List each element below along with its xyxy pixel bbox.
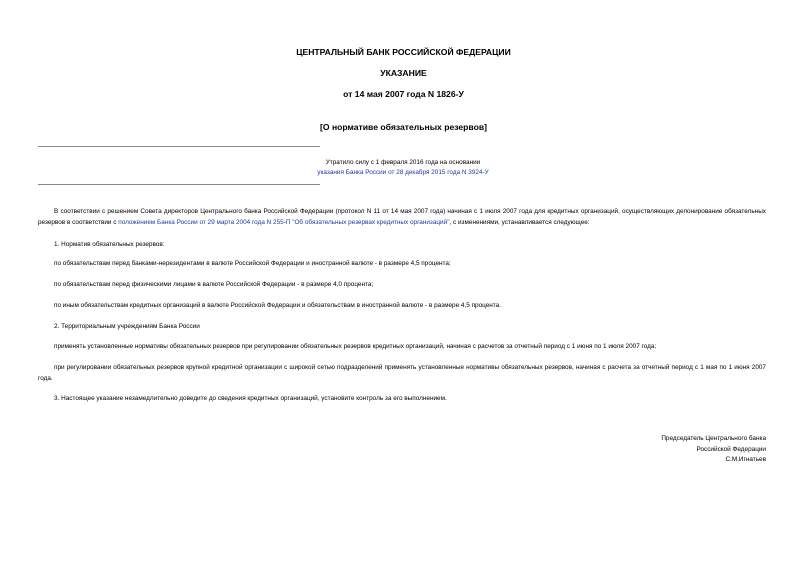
doc-type-heading: УКАЗАНИЕ — [380, 68, 427, 78]
document-title: [О нормативе обязательных резервов] — [320, 122, 487, 132]
item-1: 1. Норматив обязательных резервов: — [54, 241, 165, 248]
signature-name: С.М.Игнатьев — [725, 456, 766, 463]
repeal-link[interactable]: указания Банка России от 28 декабря 2015 года N 3924-У — [317, 169, 489, 176]
intro-text-start: В соответствии с решением Совета директоров Центрального банка Российской Федерации (протокол N 11 от 14 мая 2007 года) начиная с 1 июля 2007 года для кредитных организаций, осуществляющих депонирование обязательных резервов в соответствии с — [38, 208, 766, 226]
intro-paragraph — [38, 207, 766, 228]
date-number-heading: от 14 мая 2007 года N 1826-У — [343, 89, 464, 99]
item-3: 3. Настоящее указание незамедлительно доведите до сведения кредитных организаций, установите контроль за его выполнением. — [54, 395, 447, 402]
signature-position-1: Председатель Центрального банка — [661, 435, 766, 442]
bottom-divider — [38, 184, 320, 185]
signature-block — [526, 434, 766, 466]
item-1-b: по обязательствам перед физическими лицами в валюте Российской Федерации - в размере 4,0 процента; — [54, 281, 374, 288]
signature-position-2: Российской Федерации — [696, 445, 766, 453]
item-1-a: по обязательствам перед банками-нерезидентами в валюте Российской Федерации и иностранной валюте - в размере 4,5 процента; — [54, 260, 451, 267]
intro-text-end: , с изменениями, устанавливается следующее: — [449, 218, 590, 226]
item-2-b: при регулировании обязательных резервов крупной кредитной организации с широкой сетью подразделений применять установленные нормативы обязательных резервов, начиная с расчета за отчетный период с 1 мая по 1 июня 2007 года. — [38, 364, 766, 382]
top-divider — [38, 146, 320, 147]
org-heading: ЦЕНТРАЛЬНЫЙ БАНК РОССИЙСКОЙ ФЕДЕРАЦИИ — [296, 47, 511, 57]
item-1-c: по иным обязательствам кредитных организаций в валюте Российской Федерации и обязательствам в иностранной валюте - в размере 4,5 процента. — [54, 302, 501, 309]
status-text: Утратило силу с 1 февраля 2016 года на основании — [325, 159, 481, 166]
regulation-link[interactable]: положением Банка России от 29 марта 2004 года N 255-П "Об обязательных резервах кредитных организаций" — [118, 218, 450, 226]
item-2-a: применять установленные нормативы обязательных резервов при регулировании обязательных резервов кредитных организаций, начиная с расчетов за отчетный период с 1 июня по 1 июля 2007 года; — [54, 343, 657, 350]
item-2: 2. Территориальным учреждениям Банка России — [54, 323, 200, 330]
status-note — [230, 158, 576, 178]
